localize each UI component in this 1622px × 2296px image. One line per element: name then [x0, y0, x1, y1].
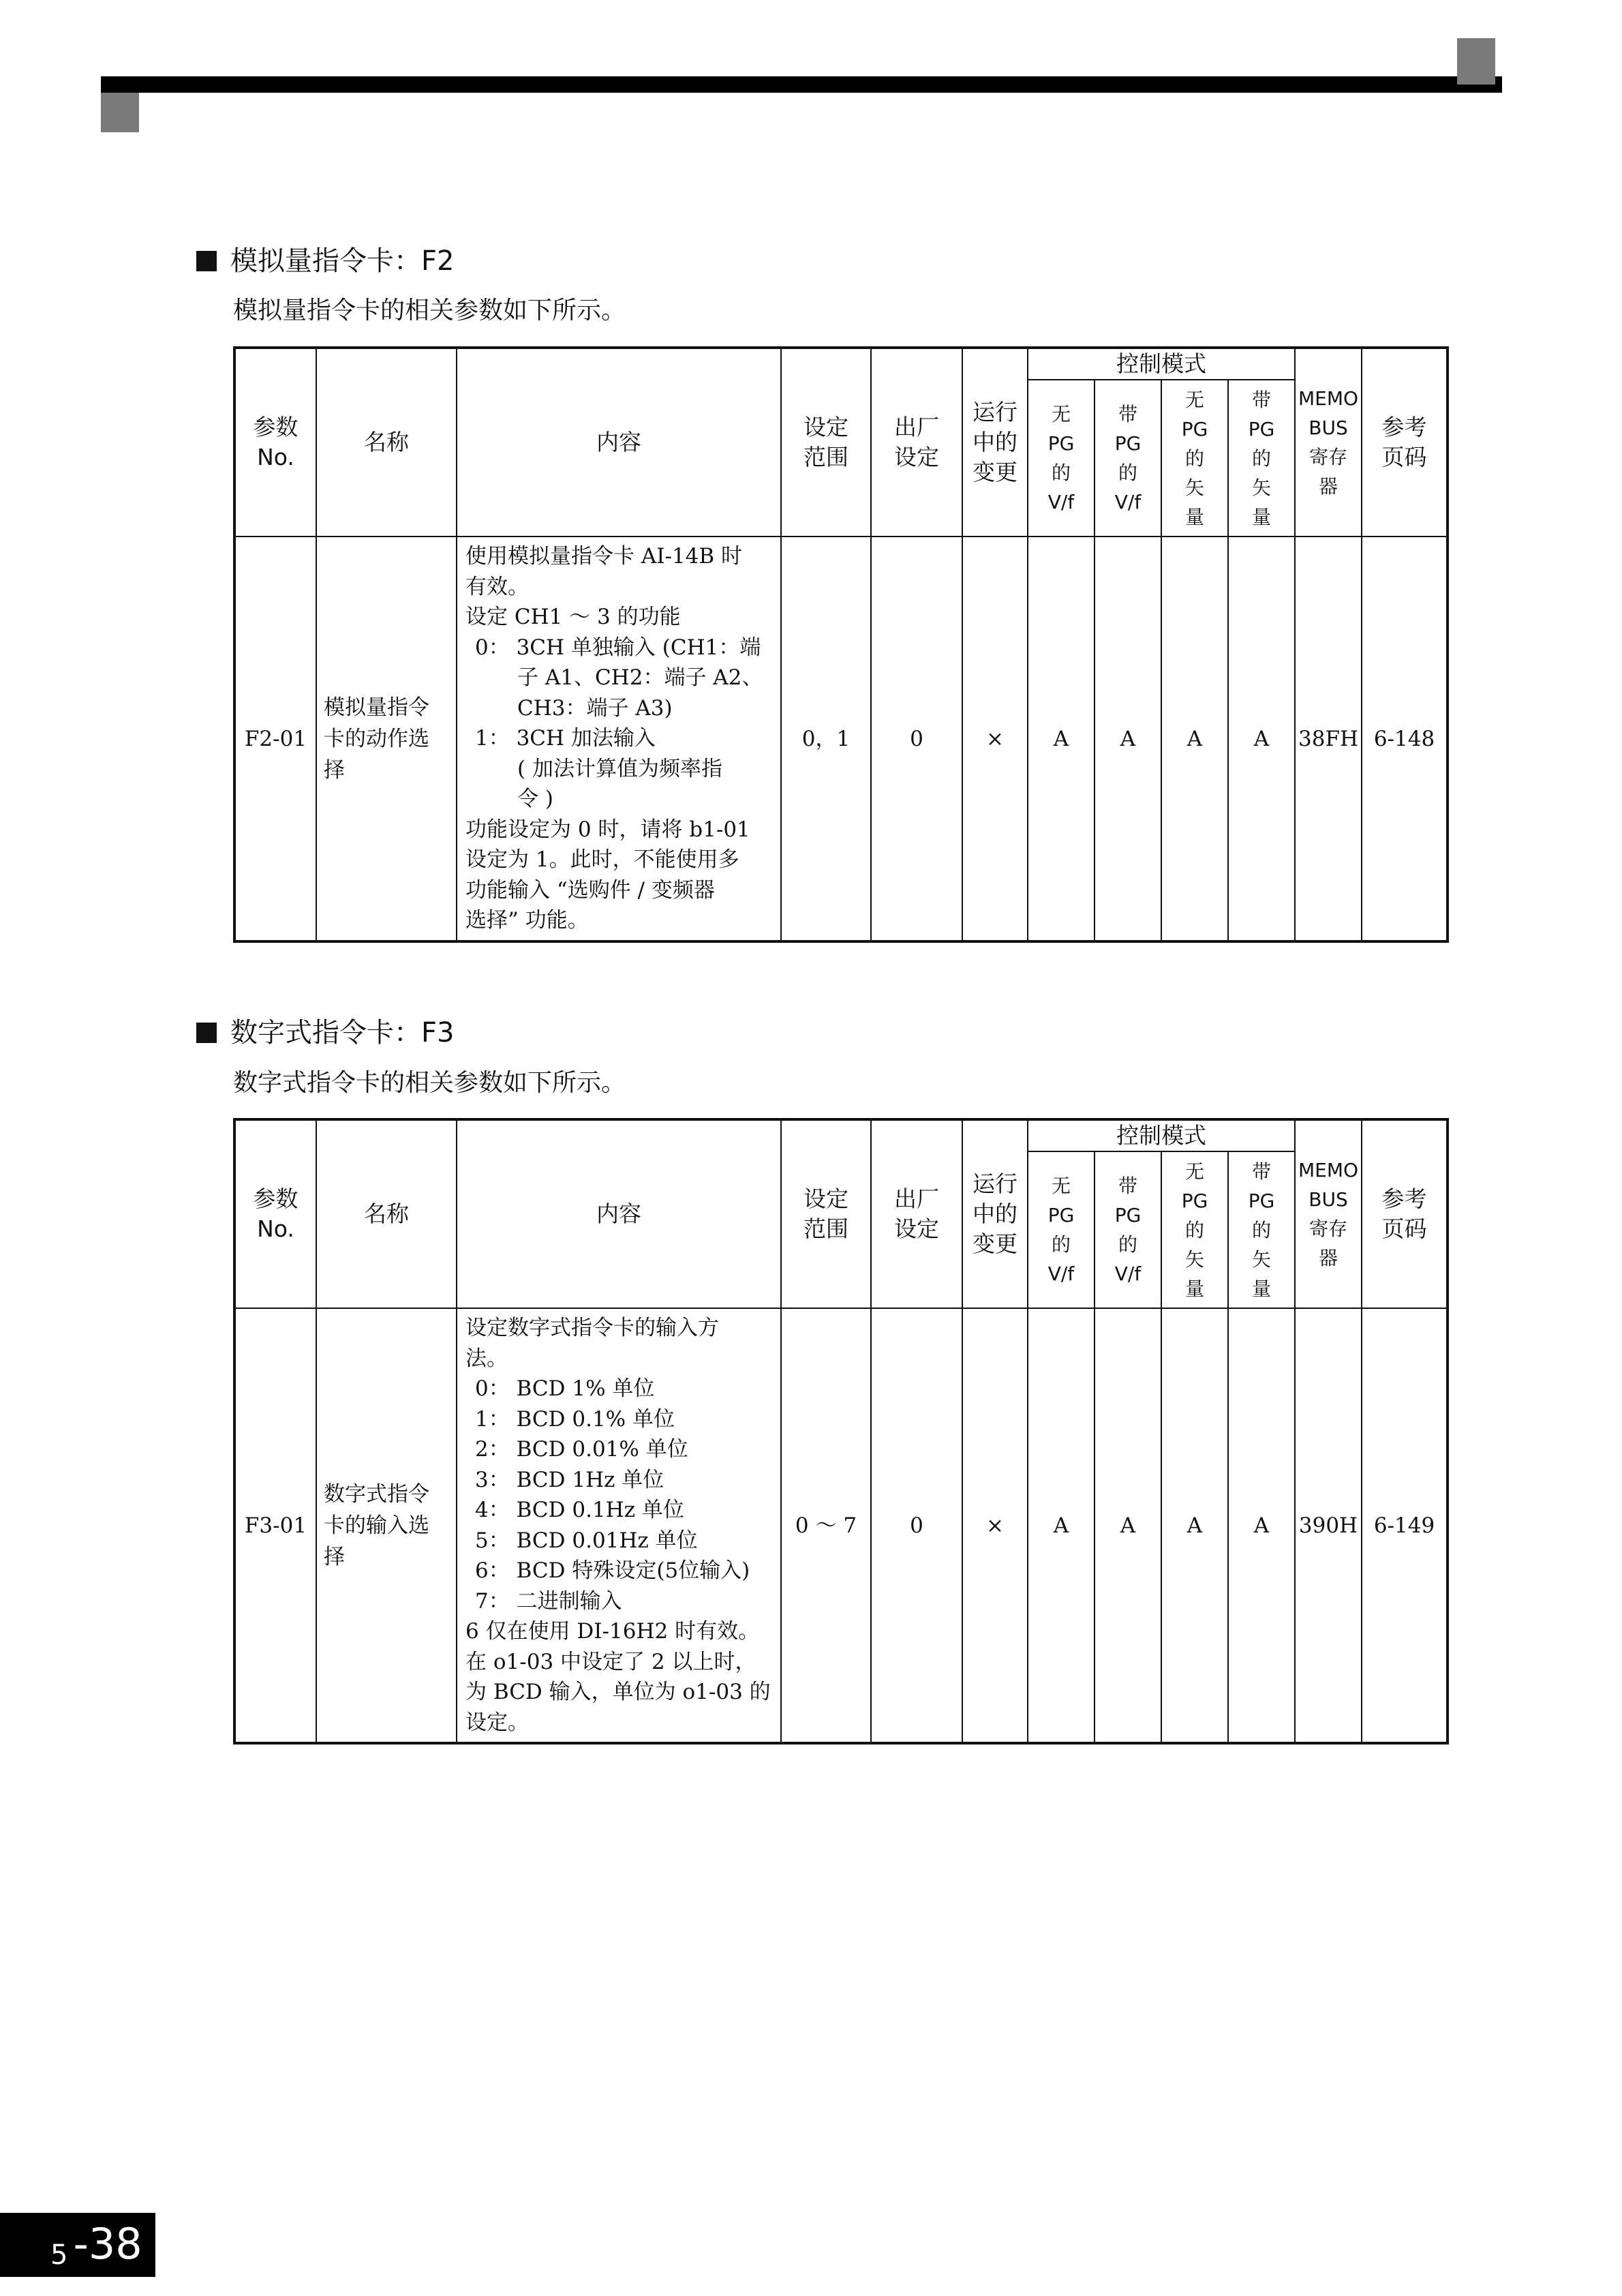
content-line: 有效。 [465, 574, 529, 599]
cell-ref-page: 6-148 [1362, 537, 1448, 941]
header-ref-page: 参考 页码 [1362, 1119, 1448, 1308]
header-mode-vf-pg: 带 PG 的 V/f [1095, 380, 1161, 537]
cell-mode-vf-pg: A [1095, 537, 1161, 941]
section-intro-f3: 数字式指令卡的相关参数如下所示。 [233, 1069, 626, 1097]
header-change-during-run: 运行 中的 变更 [962, 348, 1028, 537]
header-mode-vector: 无 PG 的 矢 量 [1161, 380, 1228, 537]
cell-ref-page: 6-149 [1362, 1308, 1448, 1743]
content-line: 设定 CH1 ～ 3 的功能 [465, 605, 681, 629]
content-line: ( 加法计算值为频率指 [517, 756, 722, 781]
content-line: CH3：端子 A3) [517, 695, 673, 721]
table-row [234, 1308, 1448, 1743]
cell-param: F2-01 [234, 537, 316, 941]
header-default: 出厂 设定 [871, 1119, 962, 1308]
cell-change-during-run: × [962, 537, 1028, 941]
content-line: 1： 3CH 加法输入 [475, 726, 656, 751]
table-row [234, 537, 1448, 941]
content-line: 设定。 [465, 1710, 529, 1735]
parameter-table-f3 [233, 1118, 1449, 1744]
header-param-no: 参数 No. [234, 1119, 316, 1308]
header-param-no: 参数 No. [234, 348, 316, 537]
cell-mode-vf: A [1028, 537, 1095, 941]
header-ref-page: 参考 页码 [1362, 348, 1448, 537]
section-intro-f2: 模拟量指令卡的相关参数如下所示。 [233, 297, 626, 324]
cell-mode-vector: A [1161, 1308, 1228, 1743]
square-bullet-icon [196, 1023, 217, 1043]
cell-range: 0，1 [781, 537, 871, 941]
cell-memobus: 38FH [1295, 537, 1362, 941]
header-content: 内容 [457, 348, 781, 537]
content-line: 设定为 1。此时，不能使用多 [465, 847, 739, 872]
cell-default: 0 [871, 1308, 962, 1743]
content-line: 使用模拟量指令卡 AI-14B 时 [465, 544, 743, 569]
header-memobus: MEMO BUS 寄存 器 [1295, 1119, 1362, 1308]
content-line: 在 o1-03 中设定了 2 以上时， [465, 1649, 756, 1674]
content-line: 7： 二进制输入 [475, 1588, 622, 1614]
content-line: 6 仅在使用 DI-16H2 时有效。 [465, 1619, 760, 1644]
content-line: 选择” 功能。 [465, 908, 589, 933]
parameter-table-f2 [233, 346, 1449, 943]
header-name: 名称 [316, 1119, 457, 1308]
cell-default: 0 [871, 537, 962, 941]
content-line: 1： BCD 0.1% 单位 [475, 1406, 675, 1432]
header-mode-vector-pg: 带 PG 的 矢 量 [1228, 380, 1295, 537]
header-default: 出厂 设定 [871, 348, 962, 537]
content-line: 子 A1、CH2：端子 A2、 [517, 665, 763, 690]
content-line: 功能设定为 0 时，请将 b1-01 [465, 817, 750, 842]
header-memobus: MEMO BUS 寄存 器 [1295, 348, 1362, 537]
content-line: 设定数字式指令卡的输入方 [465, 1316, 719, 1340]
cell-mode-vf: A [1028, 1308, 1095, 1743]
header-mode-vf-pg: 带 PG 的 V/f [1095, 1151, 1161, 1308]
corner-block-top-left [101, 93, 139, 132]
content-line: 令 ) [517, 787, 553, 811]
section-heading-f3: 数字式指令卡：F3 [196, 1016, 454, 1050]
header-mode-vector: 无 PG 的 矢 量 [1161, 1151, 1228, 1308]
header-mode-vf: 无 PG 的 V/f [1028, 1151, 1095, 1308]
cell-content [457, 537, 781, 941]
content-line: 4： BCD 0.1Hz 单位 [475, 1498, 684, 1522]
content-line: 功能输入 “选购件 / 变频器 [465, 877, 715, 903]
header-content: 内容 [457, 1119, 781, 1308]
cell-name: 模拟量指令卡的动作选择 [316, 537, 457, 941]
cell-mode-vector-pg: A [1228, 1308, 1295, 1743]
header-name: 名称 [316, 348, 457, 537]
cell-change-during-run: × [962, 1308, 1028, 1743]
page-chapter: 5 [50, 2239, 68, 2271]
corner-block-top-right [1457, 38, 1495, 85]
content-line: 0： BCD 1% 单位 [475, 1376, 655, 1401]
header-control-mode: 控制模式 [1028, 348, 1295, 380]
section-heading-f2: 模拟量指令卡：F2 [196, 244, 454, 278]
header-range: 设定 范围 [781, 1119, 871, 1308]
page-num: 38 [88, 2219, 142, 2269]
square-bullet-icon [196, 251, 217, 271]
header-control-mode: 控制模式 [1028, 1119, 1295, 1151]
content-line: 5： BCD 0.01Hz 单位 [475, 1528, 698, 1553]
cell-memobus: 390H [1295, 1308, 1362, 1743]
cell-mode-vf-pg: A [1095, 1308, 1161, 1743]
content-line: 2： BCD 0.01% 单位 [475, 1437, 688, 1462]
page-number [50, 2214, 142, 2285]
header-range: 设定 范围 [781, 348, 871, 537]
page-dash: - [73, 2219, 89, 2269]
cell-name: 数字式指令卡的输入选择 [316, 1308, 457, 1743]
header-mode-vector-pg: 带 PG 的 矢 量 [1228, 1151, 1295, 1308]
cell-mode-vector-pg: A [1228, 537, 1295, 941]
content-line: 0： 3CH 单独输入 (CH1：端 [475, 635, 761, 660]
cell-param: F3-01 [234, 1308, 316, 1743]
header-mode-vf: 无 PG 的 V/f [1028, 380, 1095, 537]
content-line: 法。 [465, 1346, 508, 1371]
content-line: 6： BCD 特殊设定(5位输入) [475, 1558, 750, 1583]
cell-mode-vector: A [1161, 537, 1228, 941]
header-rule [101, 76, 1502, 93]
header-change-during-run: 运行 中的 变更 [962, 1119, 1028, 1308]
content-line: 为 BCD 输入，单位为 o1-03 的 [465, 1680, 771, 1704]
content-line: 3： BCD 1Hz 单位 [475, 1467, 664, 1492]
cell-content [457, 1308, 781, 1743]
cell-range: 0 ～ 7 [781, 1308, 871, 1743]
